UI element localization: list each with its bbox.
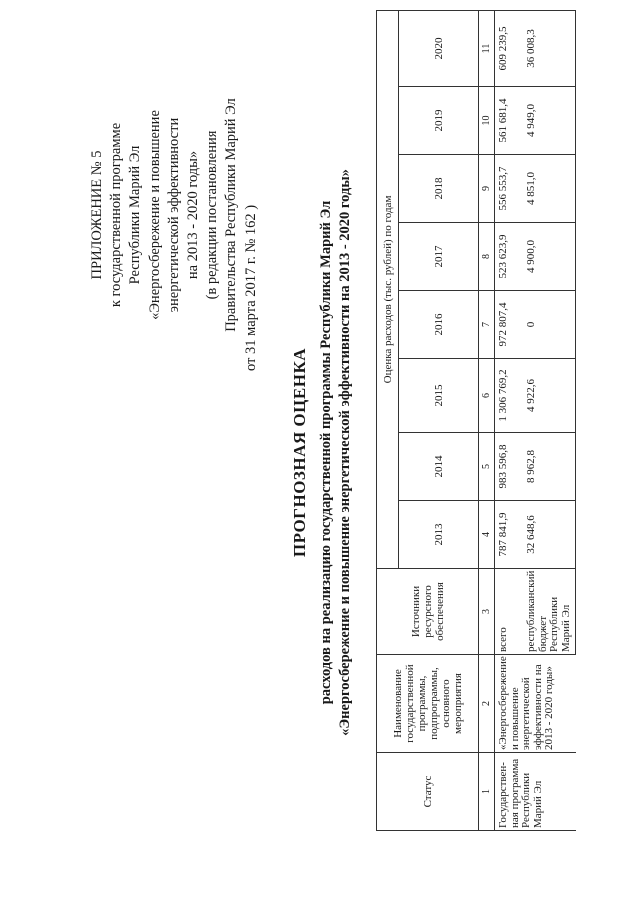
cell-value: 8 962,8 (523, 433, 576, 501)
header-year: 2019 (399, 87, 479, 155)
cell-source: всего (495, 569, 524, 655)
cell-value: 4 851,0 (523, 155, 576, 223)
cell-value: 556 553,7 (495, 155, 524, 223)
appendix-line: к государственной программе (108, 122, 125, 308)
appendix-line: Республики Марий Эл (127, 145, 144, 285)
column-number: 8 (479, 223, 495, 291)
cell-value: 787 841,9 (495, 501, 524, 569)
cell-value: 609 239,5 (495, 10, 524, 86)
header-status: Статус (377, 753, 479, 831)
column-number: 7 (479, 291, 495, 359)
header-source: Источники ресурсного обеспечения (377, 569, 479, 655)
appendix-block (88, 45, 261, 385)
cell-value: 4 922,6 (523, 359, 576, 433)
appendix-line: (в редакции постановления (204, 130, 221, 300)
appendix-line: на 2013 - 2020 годы» (185, 150, 202, 280)
cell-value: 1 306 769,2 (495, 359, 524, 433)
cell-status: Государствен-ная программа Республики Марий Эл (495, 753, 576, 831)
column-number: 9 (479, 155, 495, 223)
cell-source: республиканский бюджет Республики Марий Эл (523, 569, 576, 655)
column-number: 6 (479, 359, 495, 433)
header-year: 2017 (399, 223, 479, 291)
cell-value: 4 949,0 (523, 87, 576, 155)
column-number: 10 (479, 87, 495, 155)
appendix-line: ПРИЛОЖЕНИЕ № 5 (89, 150, 105, 280)
forecast-table (376, 10, 576, 831)
header-year: 2018 (399, 155, 479, 223)
table-row (495, 10, 524, 830)
cell-value: 4 900,0 (523, 223, 576, 291)
header-estimate: Оценка расходов (тыс. рублей) по годам (377, 10, 399, 568)
document-heading: ПРОГНОЗНАЯ ОЦЕНКА (290, 347, 309, 558)
cell-value: 983 596,8 (495, 433, 524, 501)
header-year: 2013 (399, 501, 479, 569)
appendix-line: Правительства Республики Марий Эл (223, 98, 240, 332)
header-name: Наименование государственной программы, подпрограммы, основного мероприятия (377, 655, 479, 753)
column-number: 11 (479, 10, 495, 86)
appendix-line: «Энергосбережение и повышение (146, 110, 163, 320)
cell-value: 0 (523, 291, 576, 359)
column-number: 4 (479, 501, 495, 569)
header-year: 2015 (399, 359, 479, 433)
document-subtitle-line1: расходов на реализацию государственной программы Республики Марий Эл (318, 200, 334, 705)
header-year: 2014 (399, 433, 479, 501)
appendix-date-line: от 31 марта 2017 г. № 162 ) (242, 204, 259, 371)
document-subtitle-line2: «Энергосбережение и повышение энергетической эффективности на 2013 - 2020 годы» (337, 169, 353, 736)
cell-value: 36 008,3 (523, 10, 576, 86)
column-number: 5 (479, 433, 495, 501)
column-number: 1 (479, 753, 495, 831)
column-number: 2 (479, 655, 495, 753)
appendix-line: энергетической эффективности (165, 117, 182, 313)
cell-value: 972 807,4 (495, 291, 524, 359)
header-year: 2020 (399, 10, 479, 86)
cell-value: 32 648,6 (523, 501, 576, 569)
cell-value: 523 623,9 (495, 223, 524, 291)
column-number: 3 (479, 569, 495, 655)
cell-name: «Энергосбережение и повышение энергетической эффективности на 2013 - 2020 годы» (495, 655, 576, 753)
header-year: 2016 (399, 291, 479, 359)
cell-value: 561 681,4 (495, 87, 524, 155)
